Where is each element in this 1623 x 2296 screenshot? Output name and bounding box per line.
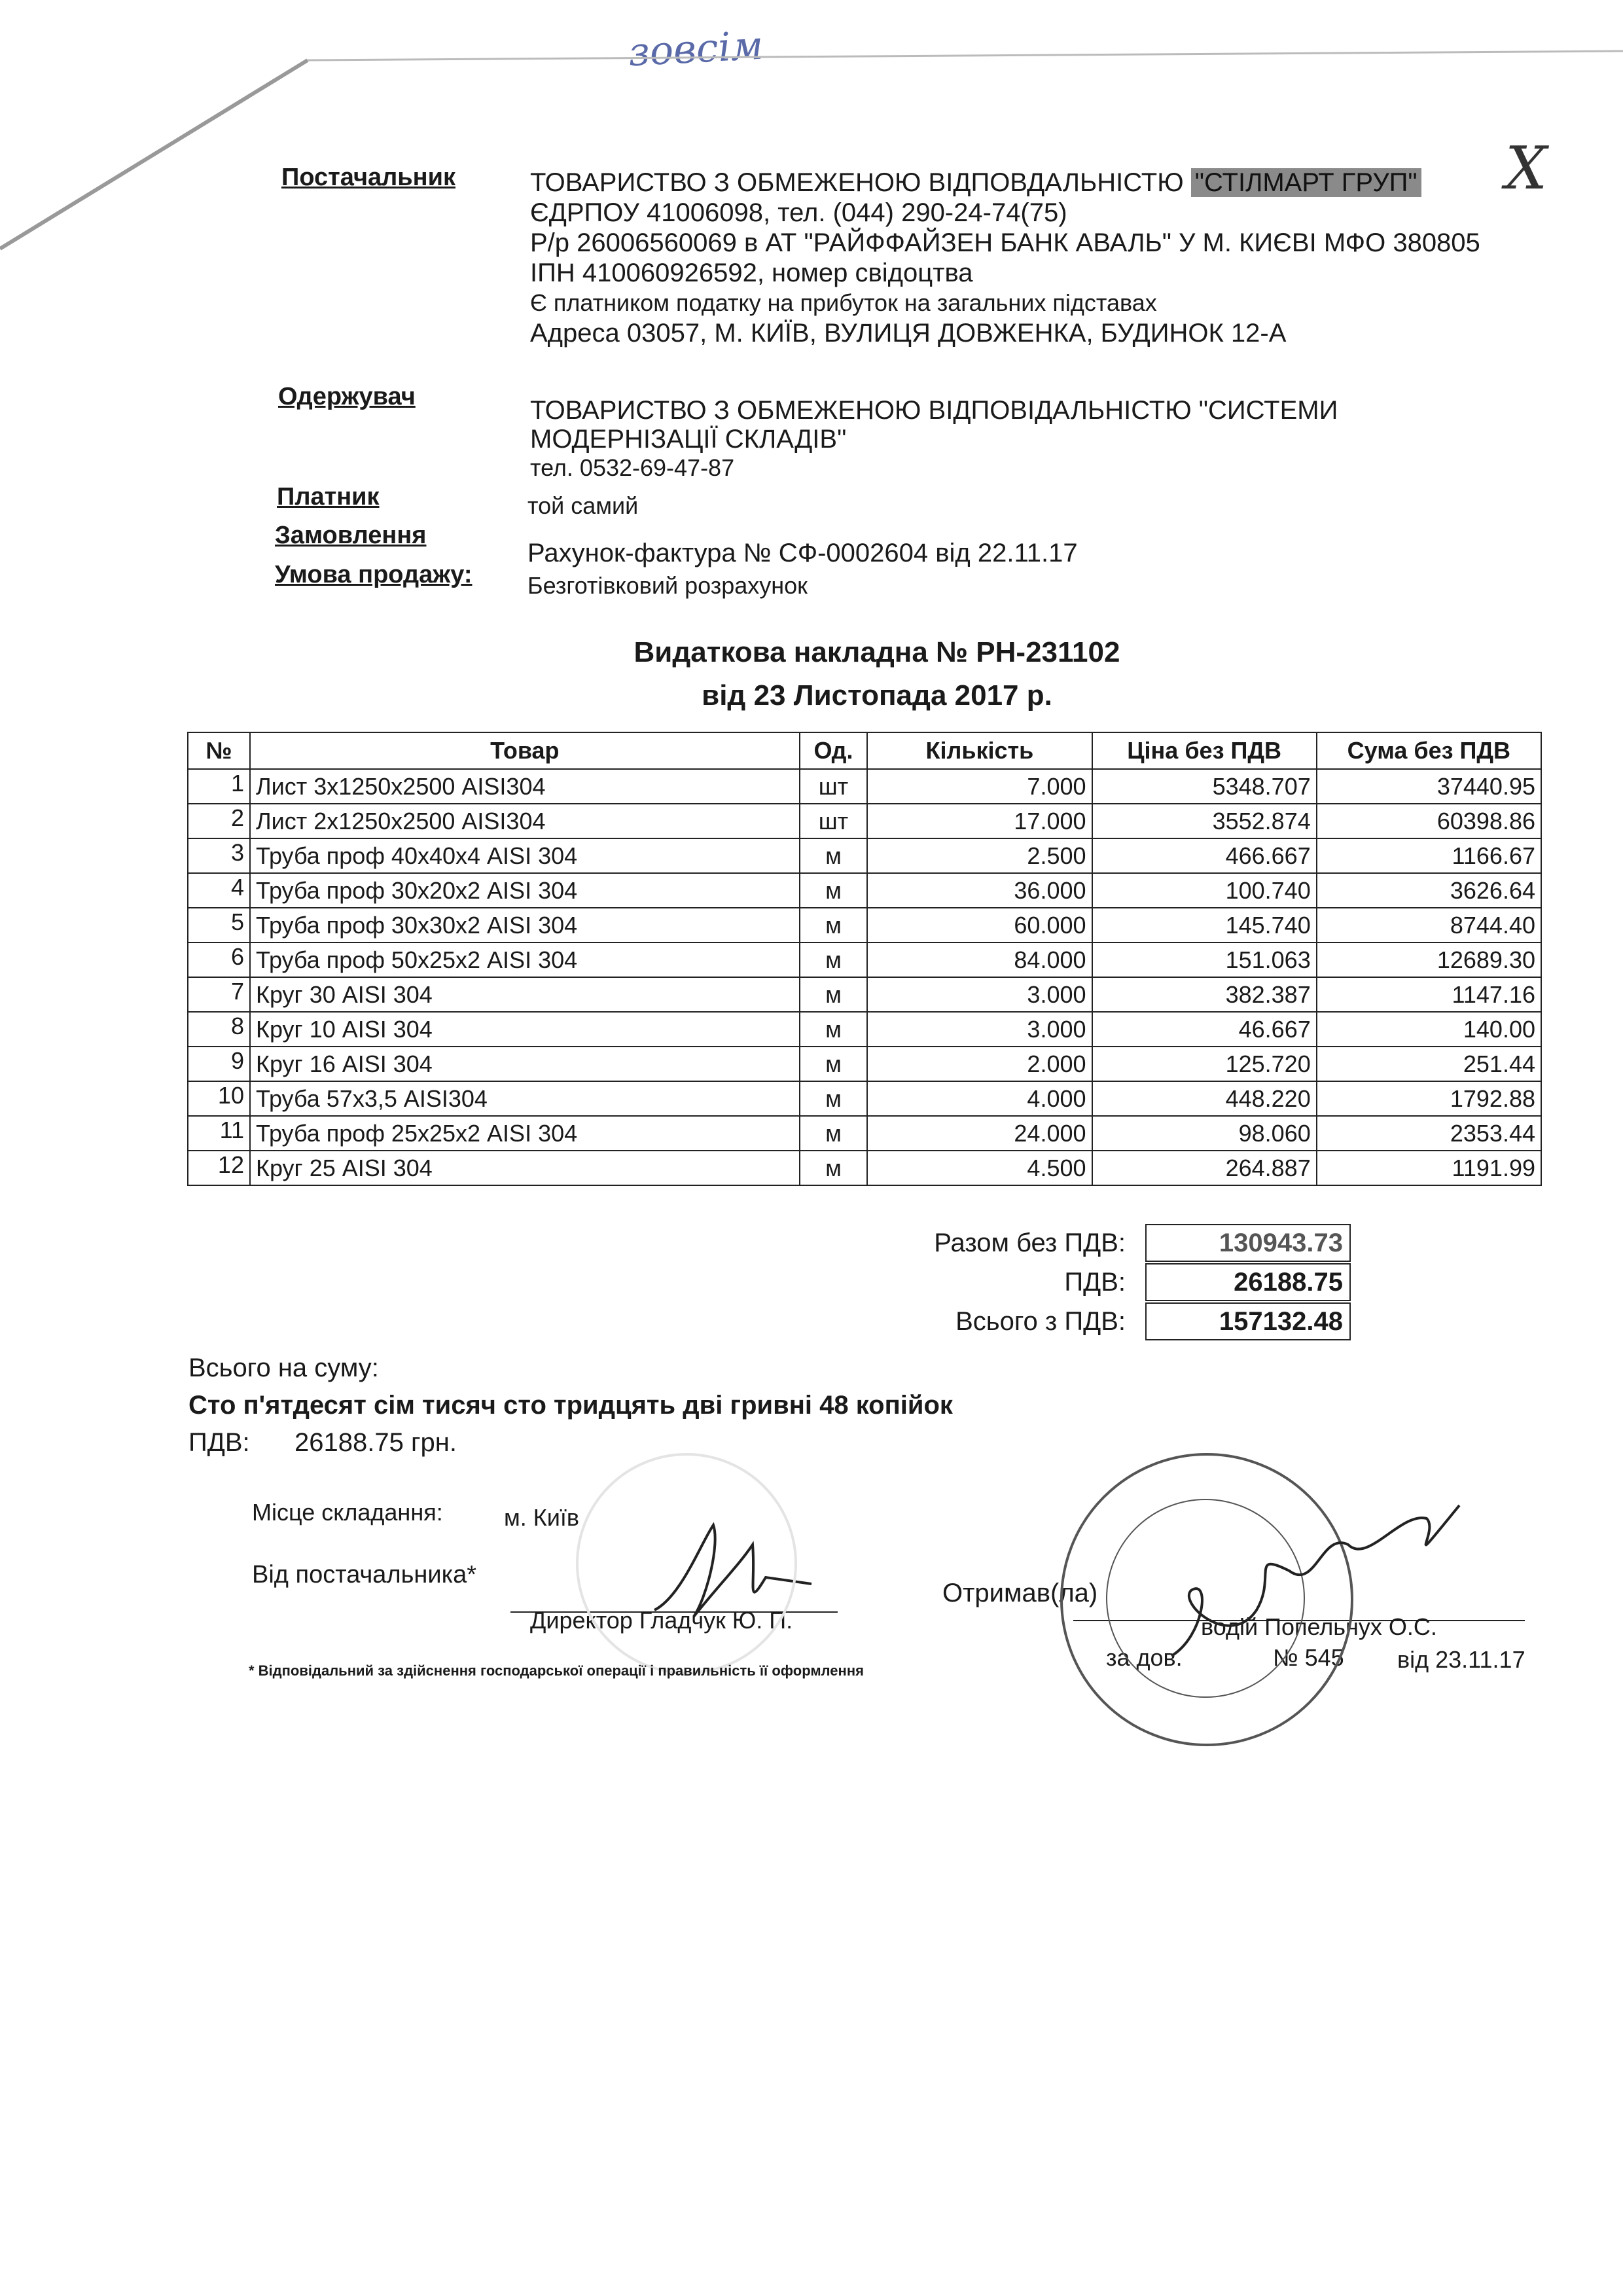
row-unit: м [800,908,868,942]
amount-vat-label: ПДВ: [188,1428,250,1457]
row-number: 7 [188,977,250,1012]
row-unit: м [800,873,868,908]
supplier-ipn: ІПН 410060926592, номер свідоцтва [530,259,973,287]
power-of-attorney-date: від 23.11.17 [1397,1646,1525,1673]
row-product: Труба 57х3,5 AISI304 [250,1081,800,1116]
row-number: 12 [188,1151,250,1185]
row-number: 1 [188,769,250,804]
row-sum: 251.44 [1317,1047,1541,1081]
row-qty: 17.000 [867,804,1092,838]
row-qty: 3.000 [867,1012,1092,1047]
row-qty: 2.500 [867,838,1092,873]
row-qty: 60.000 [867,908,1092,942]
row-sum: 60398.86 [1317,804,1541,838]
col-price: Ціна без ПДВ [1092,732,1317,769]
col-qty: Кількість [867,732,1092,769]
row-product: Круг 10 AISI 304 [250,1012,800,1047]
row-unit: м [800,1081,868,1116]
recipient-details [530,396,1338,482]
received-label: Отримав(ла) [942,1579,1098,1607]
row-qty: 36.000 [867,873,1092,908]
supplier-name: ТОВАРИСТВО З ОБМЕЖЕНОЮ ВІДПОВДАЛЬНІСТЮ "СТІЛМАРТ ГРУП" [530,168,1480,198]
corner-mark: Х [1505,134,1548,203]
row-number: 9 [188,1047,250,1081]
vat-row [733,1263,1351,1301]
row-number: 3 [188,838,250,873]
items-table [187,732,1542,1186]
row-sum: 2353.44 [1317,1116,1541,1151]
col-product: Товар [250,732,800,769]
supplier-brand: "СТІЛМАРТ ГРУП" [1191,168,1421,197]
table-row [188,1047,1541,1081]
document-title: Видаткова накладна № РН-231102 [633,636,1120,668]
subtotal-label: Разом без ПДВ: [934,1228,1126,1257]
total-label: Всього з ПДВ: [955,1306,1126,1336]
row-number: 11 [188,1116,250,1151]
amount-words-text: Сто п'ятдесят сім тисяч сто тридцять дві гривні 48 копійок [188,1391,953,1420]
receiver-signer: водій Попельнух О.С. [1201,1613,1437,1640]
row-product: Труба проф 30х20х2 AISI 304 [250,873,800,908]
row-price: 98.060 [1092,1116,1317,1151]
table-row [188,804,1541,838]
row-unit: м [800,1151,868,1185]
supplier-edrpou: ЄДРПОУ 41006098, тел. (044) 290-24-74(75) [530,198,1067,227]
row-product: Лист 2х1250х2500 AISI304 [250,804,800,838]
row-unit: м [800,1116,868,1151]
row-unit: м [800,977,868,1012]
row-qty: 4.500 [867,1151,1092,1185]
row-price: 100.740 [1092,873,1317,908]
supplier-signer: Директор Гладчук Ю. П. [530,1607,793,1634]
row-product: Труба проф 30х30х2 AISI 304 [250,908,800,942]
row-sum: 140.00 [1317,1012,1541,1047]
row-sum: 1792.88 [1317,1081,1541,1116]
row-qty: 24.000 [867,1116,1092,1151]
row-number: 8 [188,1012,250,1047]
row-price: 145.740 [1092,908,1317,942]
table-row [188,1116,1541,1151]
supplier-address: Адреса 03057, М. КИЇВ, ВУЛИЦЯ ДОВЖЕНКА, БУДИНОК 12-А [530,319,1287,348]
row-product: Труба проф 50х25х2 AISI 304 [250,942,800,977]
payer-value: той самий [527,492,639,519]
recipient-phone: тел. 0532-69-47-87 [530,454,735,481]
row-unit: шт [800,769,868,804]
amount-words-label: Всього на суму: [188,1354,379,1382]
vat-label: ПДВ: [1064,1267,1126,1297]
row-price: 5348.707 [1092,769,1317,804]
terms-value: Безготівковий розрахунок [527,572,808,599]
row-price: 264.887 [1092,1151,1317,1185]
order-label: Замовлення [275,522,427,549]
table-row [188,942,1541,977]
row-sum: 12689.30 [1317,942,1541,977]
row-product: Труба проф 25х25х2 AISI 304 [250,1116,800,1151]
row-number: 2 [188,804,250,838]
col-unit: Од. [800,732,868,769]
row-price: 382.387 [1092,977,1317,1012]
supplier-account: Р/р 26006560069 в АТ "РАЙФФАЙЗЕН БАНК АВАЛЬ" У М. КИЄВІ МФО 380805 [530,228,1480,257]
order-value: Рахунок-фактура № СФ-0002604 від 22.11.17 [527,539,1078,567]
row-number: 6 [188,942,250,977]
row-sum: 1147.16 [1317,977,1541,1012]
row-qty: 7.000 [867,769,1092,804]
payer-label: Платник [277,483,380,511]
supplier-tax-status: Є платником податку на прибуток на загальних підставах [530,289,1157,316]
row-number: 5 [188,908,250,942]
subtotal-value: 130943.73 [1145,1224,1351,1262]
table-row [188,769,1541,804]
subtotal-row [733,1224,1351,1262]
terms-label: Умова продажу: [275,561,473,588]
handwritten-note: зовсім [627,22,765,76]
row-sum: 1166.67 [1317,838,1541,873]
col-sum: Сума без ПДВ [1317,732,1541,769]
row-unit: м [800,1012,868,1047]
row-price: 466.667 [1092,838,1317,873]
col-no: № [188,732,250,769]
row-unit: м [800,1047,868,1081]
row-qty: 84.000 [867,942,1092,977]
power-of-attorney-label: за дов. [1106,1644,1183,1671]
supplier-label: Постачальник [281,164,455,191]
row-number: 10 [188,1081,250,1116]
table-header-row [188,732,1541,769]
row-price: 3552.874 [1092,804,1317,838]
table-row [188,873,1541,908]
vat-value: 26188.75 [1145,1263,1351,1301]
recipient-label: Одержувач [278,383,416,410]
row-unit: м [800,838,868,873]
from-supplier-label: Від постачальника* [252,1561,477,1588]
row-sum: 1191.99 [1317,1151,1541,1185]
row-price: 448.220 [1092,1081,1317,1116]
footnote: * Відповідальний за здійснення господарської операції і правильність її оформлення [249,1662,864,1679]
row-product: Труба проф 40х40х4 AISI 304 [250,838,800,873]
recipient-name-1: ТОВАРИСТВО З ОБМЕЖЕНОЮ ВІДПОВІДАЛЬНІСТЮ "СИСТЕМИ [530,396,1338,425]
table-row [188,838,1541,873]
row-unit: м [800,942,868,977]
document-date: від 23 Листопада 2017 р. [702,679,1052,711]
row-unit: шт [800,804,868,838]
supplier-details [530,168,1480,348]
power-of-attorney-number: № 545 [1273,1644,1344,1671]
row-price: 46.667 [1092,1012,1317,1047]
amount-vat-value: 26188.75 грн. [294,1428,457,1457]
table-row [188,1081,1541,1116]
row-price: 125.720 [1092,1047,1317,1081]
table-row [188,977,1541,1012]
row-product: Лист 3х1250х2500 AISI304 [250,769,800,804]
row-sum: 37440.95 [1317,769,1541,804]
row-sum: 3626.64 [1317,873,1541,908]
place-value: м. Київ [504,1504,579,1531]
row-sum: 8744.40 [1317,908,1541,942]
place-label: Місце складання: [252,1499,443,1526]
supplier-stamp-faint [576,1453,797,1674]
receiver-signature [1152,1492,1479,1689]
row-qty: 4.000 [867,1081,1092,1116]
total-value: 157132.48 [1145,1302,1351,1340]
recipient-name-2: МОДЕРНІЗАЦІЇ СКЛАДІВ" [530,425,847,454]
table-row [188,1151,1541,1185]
row-price: 151.063 [1092,942,1317,977]
table-row [188,908,1541,942]
row-product: Круг 25 AISI 304 [250,1151,800,1185]
total-row [733,1302,1351,1340]
table-row [188,1012,1541,1047]
row-number: 4 [188,873,250,908]
row-product: Круг 16 AISI 304 [250,1047,800,1081]
row-qty: 2.000 [867,1047,1092,1081]
row-product: Круг 30 AISI 304 [250,977,800,1012]
row-qty: 3.000 [867,977,1092,1012]
